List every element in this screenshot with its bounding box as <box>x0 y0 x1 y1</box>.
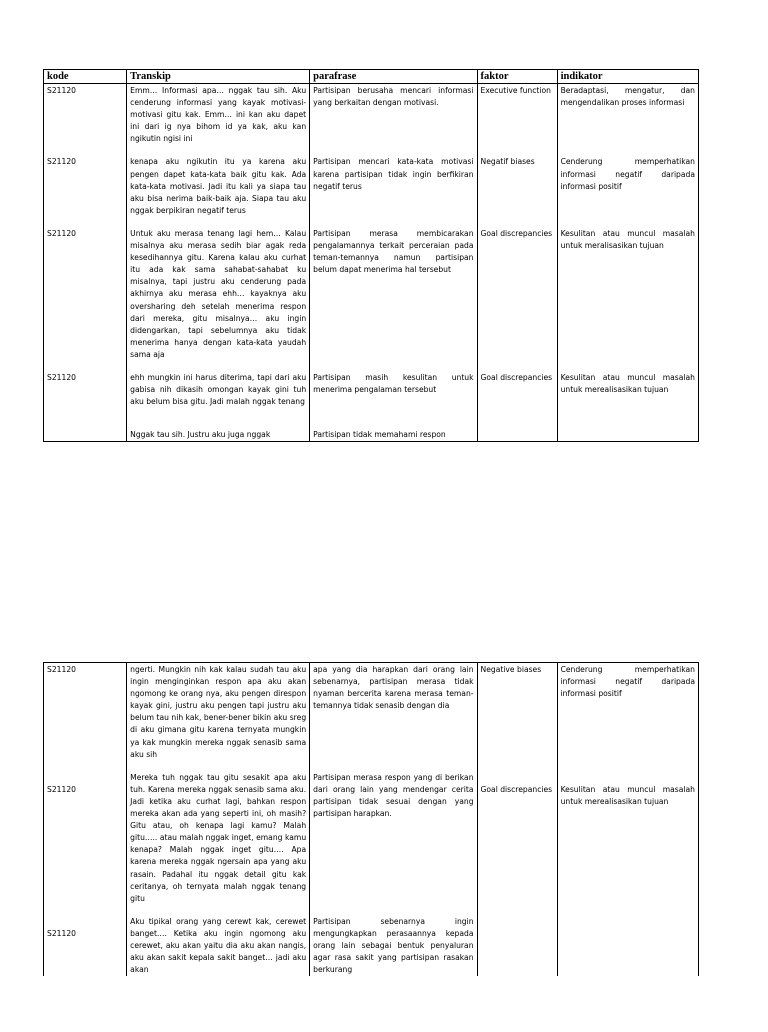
cell-indikator: Kesulitan atau muncul masalah untuk merealisasikan tujuan <box>557 371 698 408</box>
cell-faktor <box>477 915 557 976</box>
cell-indikator: Kesulitan atau muncul masalah untuk meralisasikan tujuan <box>557 227 698 361</box>
cell-kode: S21120 <box>44 155 127 216</box>
header-parafrase: parafrase <box>310 70 477 84</box>
transcript-table-section-2 <box>43 662 699 1032</box>
cell-transkip: kenapa aku ngikutin itu ya karena aku pengen dapet kata-kata baik gitu kak. Ada kata-kata motivasi. Jadi itu kali ya siapa tau aku bisa nerima baik-baik aja. Siapa tau aku nggak berpikiran negatif terus <box>127 155 310 216</box>
cell-parafrase: Partisipan mencari kata-kata motivasi karena partisipan tidak ingin berfikiran negatif terus <box>310 155 477 216</box>
cell-faktor: Goal discrepancies <box>477 771 557 905</box>
header-indikator: indikator <box>557 70 698 84</box>
transcript-table-continued <box>43 662 699 976</box>
table-row <box>44 771 699 905</box>
cell-faktor: Goal discrepancies <box>477 227 557 361</box>
transcript-table-section-1 <box>43 69 699 442</box>
table-row <box>44 428 699 442</box>
cell-indikator: Kesulitan atau muncul masalah untuk merealisasikan tujuan <box>557 771 698 905</box>
header-kode: kode <box>44 70 127 84</box>
cell-indikator: Cenderung memperhatikan informasi negatif daripada informasi positif <box>557 155 698 216</box>
cell-transkip: ngerti. Mungkin nih kak kalau sudah tau aku ingin menginginkan respon apa aku akan ngomong ke orang nya, aku pengen direspon kayak gini, justru aku pengen tapi justru aku belum tau nih kak, bener-bener bikin aku sreg di aku gimana gitu karena ternyata mungkin ya kak mungkin mereka nggak senasib sama aku sih <box>127 663 310 761</box>
cell-transkip: Nggak tau sih. Justru aku juga nggak <box>127 428 310 442</box>
cell-kode <box>44 428 127 442</box>
table-row <box>44 84 699 146</box>
cell-parafrase: Partisipan merasa membicarakan pengalamannya terkait perceraian pada teman-temannya namun partisipan belum dapat menerima hal tersebut <box>310 227 477 361</box>
cell-transkip: Mereka tuh nggak tau gitu sesakit apa aku tuh. Karena mereka nggak senasib sama aku. Jadi ketika aku curhat lagi, bahkan respon mereka akan ada yang seperti ini, oh masih? Gitu atau, oh kenapa lagi kamu? Malah gitu….. atau malah nggak inget, emang kamu kenapa? Malah nggak inget gitu…. Apa karena mereka nggak ngersain apa yang aku rasain. Padahal itu nggak detail gitu kak ceritanya, oh ternyata malah nggak tenang gitu <box>127 771 310 905</box>
cell-parafrase: Partisipan berusaha mencari informasi yang berkaitan dengan motivasi. <box>310 84 477 146</box>
table-header-row <box>44 70 699 84</box>
cell-transkip: Untuk aku merasa tenang lagi hem… Kalau misalnya aku merasa sedih biar agak reda kesedihannya gitu. Karena kalau aku curhat itu ada kak sama sahabat-sahabat ku misalnya, tapi justru aku cenderung pada akhirnya aku merasa ehh… kayaknya aku oversharing deh setelah menerima respon dari mereka, gitu misalnya… aku ingin didengarkan, tapi sebelumnya aku tidak menerima hanya dengan kata-kata yaudah sama aja <box>127 227 310 361</box>
cell-kode: S21120 <box>44 663 127 761</box>
cell-faktor: Goal discrepancies <box>477 371 557 408</box>
cell-indikator <box>557 915 698 976</box>
cell-faktor: Negatif biases <box>477 155 557 216</box>
cell-kode: S21120 <box>44 227 127 361</box>
cell-kode: S21120 <box>44 771 127 905</box>
cell-parafrase: Partisipan sebenarnya ingin mengungkapkan perasaannya kepada orang lain sebagai bentuk penyaluran agar rasa sakit yang partisipan rasakan berkurang <box>310 915 477 976</box>
cell-parafrase: Partisipan masih kesulitan untuk menerima pengalaman tersebut <box>310 371 477 408</box>
cell-parafrase: Partisipan tidak memahami respon <box>310 428 477 442</box>
cell-transkip: Aku tipikal orang yang cerewt kak, cerewet banget…. Ketika aku ingin ngomong aku cerewet, aku akan yaitu dia aku akan nangis, aku akan sakit kepala sakit banget… jadi aku akan <box>127 915 310 976</box>
cell-indikator: Cenderung memperhatikan informasi negatif daripada informasi positif <box>557 663 698 761</box>
header-transkip: Transkip <box>127 70 310 84</box>
header-faktor: faktor <box>477 70 557 84</box>
table-row <box>44 371 699 408</box>
cell-parafrase: apa yang dia harapkan dari orang lain sebenarnya, partisipan merasa tidak nyaman bercerita karena merasa teman-temannya tidak senasib dengan dia <box>310 663 477 761</box>
cell-parafrase: Partisipan merasa respon yang di berikan dari orang lain yang mendengar cerita partisipan tidak sesuai dengan yang partisipan harapkan. <box>310 771 477 905</box>
cell-faktor: Negative biases <box>477 663 557 761</box>
cell-transkip: Emm… Informasi apa… nggak tau sih. Aku cenderung informasi yang kayak motivasi-motivasi gitu kak. Emm… ini kan aku dapet ini dari ig nya bihom id ya kak, aku kan ngikutin ngisi ini <box>127 84 310 146</box>
cell-faktor <box>477 428 557 442</box>
table-row <box>44 155 699 216</box>
table-row <box>44 915 699 976</box>
table-row <box>44 663 699 761</box>
table-row <box>44 227 699 361</box>
cell-transkip: ehh mungkin ini harus diterima, tapi dari aku gabisa nih dikasih omongan kayak gini tuh aku belum bisa gitu. Jadi malah nggak tenang <box>127 371 310 408</box>
cell-kode: S21120 <box>44 915 127 976</box>
cell-indikator <box>557 428 698 442</box>
transcript-table <box>43 69 699 442</box>
cell-indikator: Beradaptasi, mengatur, dan mengendalikan proses informasi <box>557 84 698 146</box>
cell-kode: S21120 <box>44 371 127 408</box>
cell-kode: S21120 <box>44 84 127 146</box>
cell-faktor: Executive function <box>477 84 557 146</box>
